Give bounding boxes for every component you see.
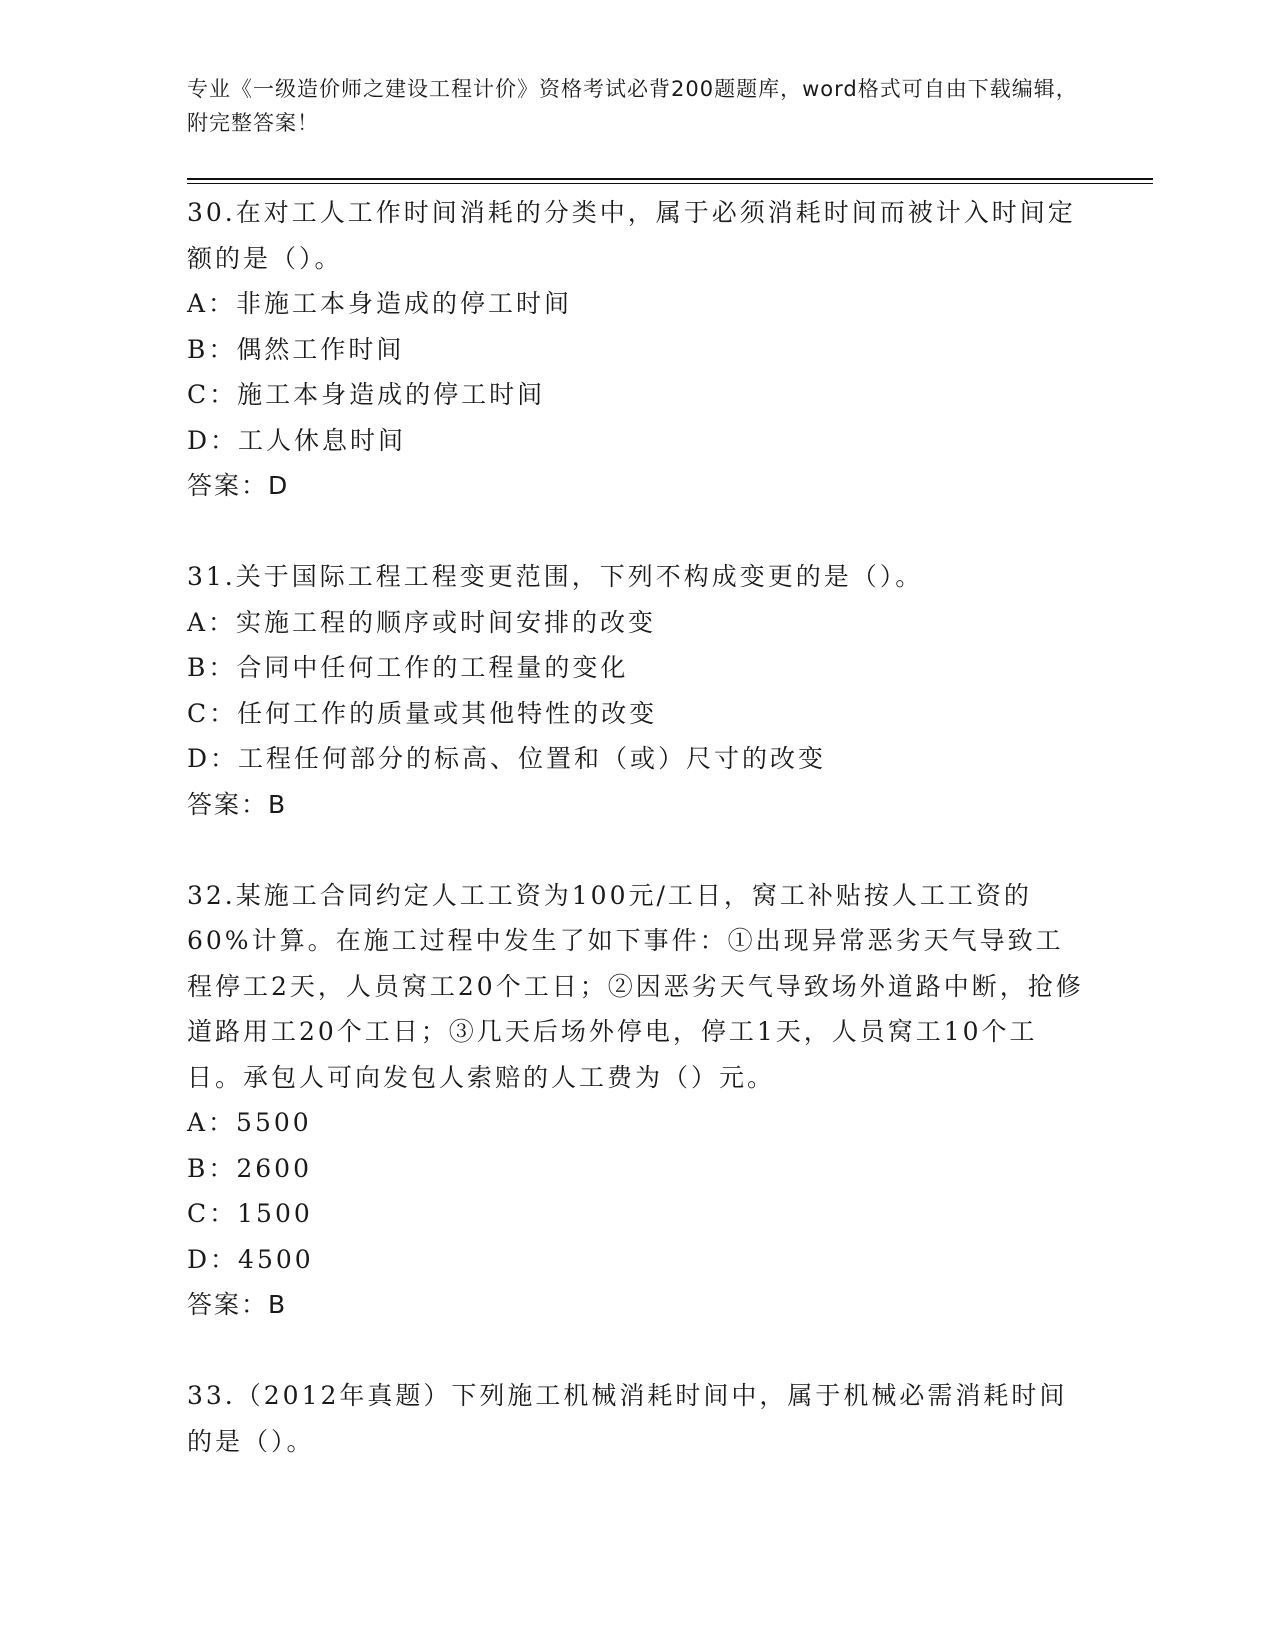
header-rule-thin bbox=[187, 183, 1153, 184]
answer: 答案：B bbox=[187, 789, 288, 819]
option-c: C：任何工作的质量或其他特性的改变 bbox=[187, 698, 658, 728]
question-stem: 33.（2012年真题）下列施工机械消耗时间中，属于机械必需消耗时间的是（）。 bbox=[187, 1381, 1068, 1456]
option-d: D：4500 bbox=[187, 1244, 314, 1274]
option-a: A：实施工程的顺序或时间安排的改变 bbox=[187, 607, 657, 637]
question-stem: 30.在对工人工作时间消耗的分类中，属于必须消耗时间而被计入时间定额的是（）。 bbox=[187, 198, 1076, 273]
question-spacer bbox=[187, 509, 1087, 555]
question-30 bbox=[187, 190, 1087, 509]
question-33 bbox=[187, 1373, 1087, 1464]
option-d: D：工程任何部分的标高、位置和（或）尺寸的改变 bbox=[187, 744, 827, 773]
answer: 答案：D bbox=[187, 471, 290, 500]
option-b: B：2600 bbox=[187, 1153, 312, 1183]
header-text: 专业《一级造价师之建设工程计价》资格考试必背200题题库，word格式可自由下载编辑，附完整答案！ bbox=[187, 77, 1078, 135]
header-rule-thick bbox=[187, 178, 1153, 180]
question-stem: 31.关于国际工程工程变更范围，下列不构成变更的是（）。 bbox=[187, 562, 924, 591]
question-list bbox=[187, 190, 1087, 1464]
page-header bbox=[187, 72, 1087, 140]
question-spacer bbox=[187, 827, 1087, 873]
answer: 答案：B bbox=[187, 1290, 288, 1319]
question-spacer bbox=[187, 1328, 1087, 1374]
option-d: D：工人休息时间 bbox=[187, 425, 407, 455]
option-b: B：合同中任何工作的工程量的变化 bbox=[187, 653, 629, 682]
option-c: C：1500 bbox=[187, 1199, 313, 1228]
question-32 bbox=[187, 873, 1087, 1328]
option-a: A：非施工本身造成的停工时间 bbox=[187, 289, 573, 318]
question-31 bbox=[187, 554, 1087, 827]
question-stem: 32.某施工合同约定人工工资为100元/工日，窝工补贴按人工工资的60%计算。在施工过程中发生了如下事件：①出现异常恶劣天气导致工程停工2天，人员窝工20个工日；②因恶劣天气导致场外道路中断，抢修道路用工20个工日；③几天后场外停电，停工1天，人员窝工10个工日。承包人可向发包人索赔的人工费为（）元。 bbox=[187, 880, 1084, 1092]
option-c: C：施工本身造成的停工时间 bbox=[187, 380, 546, 409]
option-b: B：偶然工作时间 bbox=[187, 334, 405, 364]
option-a: A：5500 bbox=[187, 1108, 312, 1137]
